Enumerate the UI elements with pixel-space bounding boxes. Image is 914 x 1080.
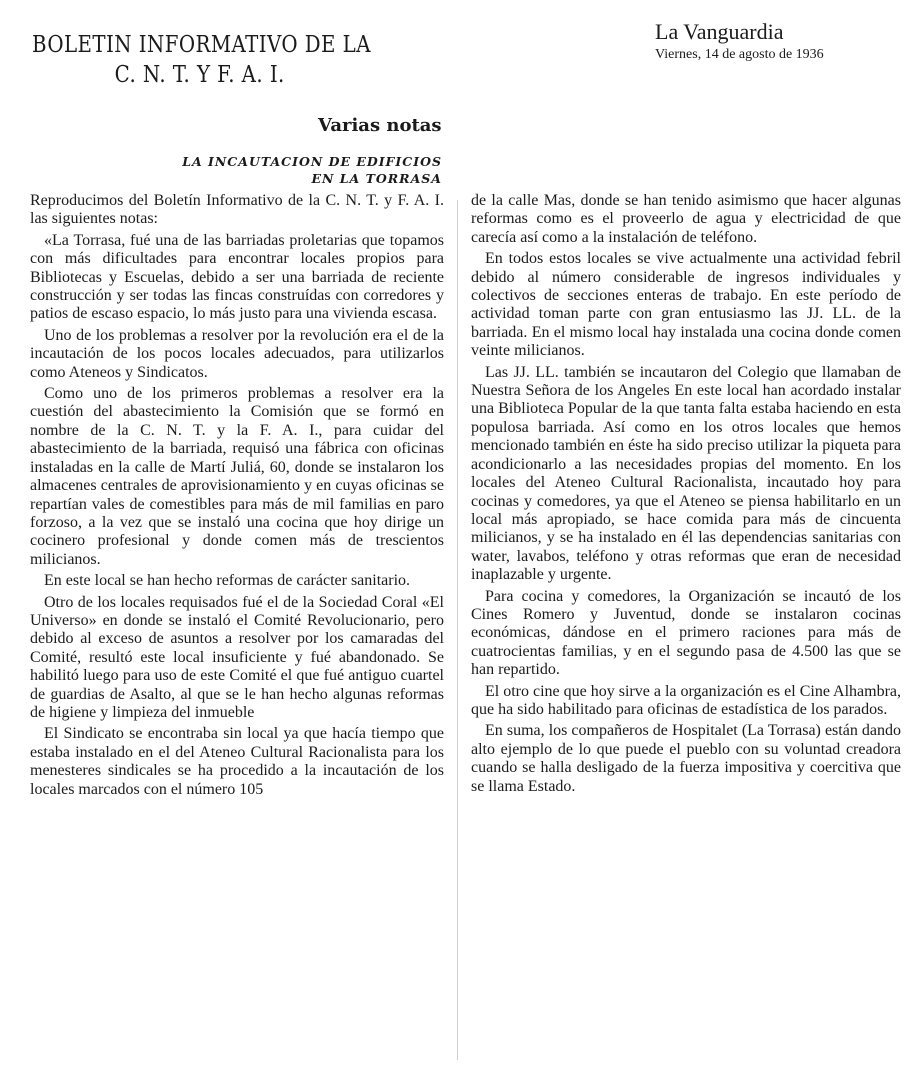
newspaper-name: La Vanguardia xyxy=(655,19,784,44)
right-column xyxy=(471,192,901,799)
paragraph: El otro cine que hoy sirve a la organización es el Cine Alhambra, que ha sido habilitado para oficinas de estadística de los parados. xyxy=(471,682,902,718)
paragraph: Las JJ. LL. también se incautaron del Colegio que llamaban de Nuestra Señora de los Angeles En este local han acordado instalar una Biblioteca Popular de la que tanta falta estaba haciendo en esta populosa barriada. Así como en los otros locales que hemos mencionado también en éste ha sido preciso utilizar la piqueta para acondicionarlo a las necesidades propias del momento. En los locales del Ateneo Cultural Racionalista, incautado hoy para cocinas y comedores, ya que el Ateneo se piensa habilitarlo en un local más apropiado, se hace comida para más de cincuenta milicianos, y se ha instalado en él las dependencias sanitarias con water, lavabos, teléfono y otras reformas que eran de necesidad inaplazable y urgente. xyxy=(471,363,901,584)
left-column xyxy=(30,192,444,802)
paragraph: de la calle Mas, donde se han tenido asimismo que hacer algunas reformas como es el proveerlo de agua y electricidad de que carecía así como a la instalación de teléfono. xyxy=(471,192,901,246)
paragraph: «La Torrasa, fué una de las barriadas proletarias que topamos con más dificultades para encontrar locales propios para Bibliotecas y Escuelas, debido a ser una barriada de reciente construcción y ser todas las fincas construídas con corredores y patios de escaso espacio, lo más justo para una vivienda escasa. xyxy=(30,231,444,323)
paragraph: En todos estos locales se vive actualmente una actividad febril debido al número considerable de ingresos individuales y colectivos de secciones enteras de trabajo. En este período de actividad toman parte con gran entusiasmo las JJ. LL. de la barriada. En el mismo local hay instalada una cocina donde comen veinte milicianos. xyxy=(471,250,901,360)
paragraph: El Sindicato se encontraba sin local ya que hacía tiempo que estaba instalado en el del Ateneo Cultural Racionalista para los menesteres sindicales se ha procedido a la incautación de los locales marcados con el número 105 xyxy=(30,725,444,798)
paragraph: Como uno de los primeros problemas a resolver era la cuestión del abastecimiento la Comisión que se formó en nombre de la C. N. T. y la F. A. I., para cuidar del abastecimiento de la barriada, requisó una fábrica con oficinas instaladas en la calle de Martí Juliá, 60, donde se instalaron los almacenes centrales de aprovisionamiento y en cuyas oficinas se repartían vales de comestibles para más de mil familias en paro forzoso, a la vez que se instaló una cocina que hoy dirige un cocinero profesional y donde comen más de trescientos milicianos. xyxy=(30,385,444,568)
subhead-line1: LA INCAUTACION DE EDIFICIOS xyxy=(182,154,442,169)
article-subhead xyxy=(30,153,442,187)
paragraph: Otro de los locales requisados fué el de la Sociedad Coral «El Universo» en donde se instaló el Comité Revolucionario, pero debido al exceso de asuntos a resolver por los camaradas del Comité, resultó este local insuficiente y fué abandonado. Se habilitó luego para uso de este Comité el que fué antiguo cuartel de guardias de Asalto, al que se le han hecho algunas reformas de higiene y limpieza del inmueble xyxy=(30,593,444,721)
paragraph: Para cocina y comedores, la Organización se incautó de los Cines Romero y Juventud, donde se instalaron cocinas económicas, dándose en el primero raciones para más de cuatrocientas familias, y en el segundo pasa de 4.500 las que se han repartido. xyxy=(471,587,901,679)
subhead-line2: EN LA TORRASA xyxy=(311,171,442,186)
column-divider xyxy=(457,200,458,1060)
paragraph: Reproducimos del Boletín Informativo de la C. N. T. y F. A. I. las siguientes notas: xyxy=(30,192,444,228)
paragraph: En este local se han hecho reformas de carácter sanitario. xyxy=(44,572,411,590)
paragraph: En suma, los compañeros de Hospitalet (La Torrasa) están dando alto ejemplo de lo que puede el pueblo con su voluntad creadora cuando se halla desligado de la fuerza impositiva y coercitiva que se llama Estado. xyxy=(471,722,901,795)
masthead-title xyxy=(32,30,371,90)
masthead-title-line2: C. N. T. Y F. A. I. xyxy=(114,62,285,88)
paragraph: Uno de los problemas a resolver por la revolución era el de la incautación de los pocos locales adecuados, para utilizarlos como Ateneos y Sindicatos. xyxy=(30,326,444,381)
section-title: Varias notas xyxy=(318,115,442,136)
masthead-title-line1: BOLETIN INFORMATIVO DE LA xyxy=(32,32,371,58)
newspaper-date: Viernes, 14 de agosto de 1936 xyxy=(655,47,824,62)
